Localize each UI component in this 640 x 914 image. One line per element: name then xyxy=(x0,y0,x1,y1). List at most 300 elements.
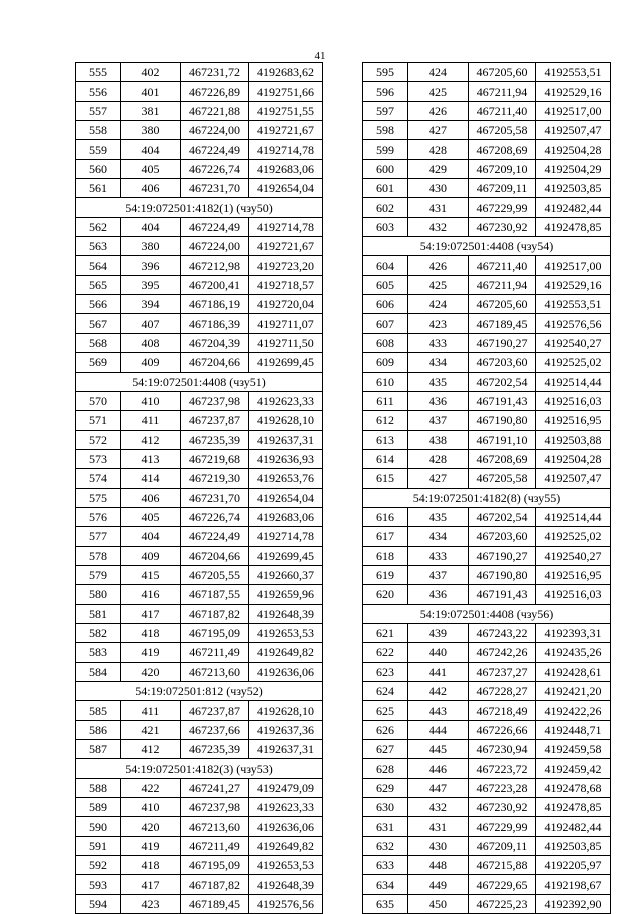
point-number: 634 xyxy=(363,875,408,894)
y-coordinate: 4192503,85 xyxy=(536,836,611,855)
point-number: 616 xyxy=(363,507,408,526)
x-coordinate: 467205,58 xyxy=(469,469,536,488)
parcel-id: 54:19:072501:4182(8) (чзу55) xyxy=(363,488,611,507)
table-row xyxy=(76,82,323,101)
point-id: 433 xyxy=(408,546,469,565)
point-number: 635 xyxy=(363,894,408,913)
point-number: 601 xyxy=(363,179,408,198)
parcel-header-row xyxy=(76,759,323,778)
y-coordinate: 4192659,96 xyxy=(249,585,323,604)
y-coordinate: 4192718,57 xyxy=(249,275,323,294)
x-coordinate: 467224,49 xyxy=(181,217,249,236)
point-number: 595 xyxy=(363,63,408,82)
parcel-id: 54:19:072501:812 (чзу52) xyxy=(76,682,323,701)
point-number: 562 xyxy=(76,217,121,236)
point-number: 573 xyxy=(76,449,121,468)
x-coordinate: 467200,41 xyxy=(181,275,249,294)
y-coordinate: 4192529,16 xyxy=(536,275,611,294)
point-id: 435 xyxy=(408,372,469,391)
y-coordinate: 4192660,37 xyxy=(249,565,323,584)
point-id: 444 xyxy=(408,720,469,739)
table-row xyxy=(76,507,323,526)
table-row xyxy=(363,682,611,701)
table-row xyxy=(363,82,611,101)
y-coordinate: 4192653,53 xyxy=(249,856,323,875)
point-id: 413 xyxy=(121,449,181,468)
table-row xyxy=(76,140,323,159)
point-number: 585 xyxy=(76,701,121,720)
point-id: 433 xyxy=(408,333,469,352)
table-row xyxy=(363,275,611,294)
x-coordinate: 467226,89 xyxy=(181,82,249,101)
coordinates-table-left xyxy=(75,62,323,914)
y-coordinate: 4192504,28 xyxy=(536,140,611,159)
point-number: 567 xyxy=(76,314,121,333)
point-id: 395 xyxy=(121,275,181,294)
point-number: 578 xyxy=(76,546,121,565)
point-id: 424 xyxy=(408,295,469,314)
y-coordinate: 4192654,04 xyxy=(249,488,323,507)
parcel-header-row xyxy=(363,604,611,623)
x-coordinate: 467204,66 xyxy=(181,353,249,372)
x-coordinate: 467223,72 xyxy=(469,759,536,778)
point-id: 407 xyxy=(121,314,181,333)
x-coordinate: 467229,65 xyxy=(469,875,536,894)
table-row xyxy=(76,875,323,894)
y-coordinate: 4192428,61 xyxy=(536,662,611,681)
point-id: 432 xyxy=(408,217,469,236)
x-coordinate: 467191,10 xyxy=(469,430,536,449)
point-id: 416 xyxy=(121,585,181,604)
point-id: 427 xyxy=(408,469,469,488)
point-id: 410 xyxy=(121,391,181,410)
x-coordinate: 467195,09 xyxy=(181,856,249,875)
point-id: 406 xyxy=(121,488,181,507)
table-row xyxy=(76,449,323,468)
x-coordinate: 467208,69 xyxy=(469,140,536,159)
table-row xyxy=(363,740,611,759)
point-id: 396 xyxy=(121,256,181,275)
point-id: 380 xyxy=(121,237,181,256)
point-id: 437 xyxy=(408,565,469,584)
y-coordinate: 4192721,67 xyxy=(249,121,323,140)
table-row xyxy=(76,798,323,817)
point-id: 419 xyxy=(121,836,181,855)
parcel-header-row xyxy=(363,488,611,507)
table-row xyxy=(76,604,323,623)
point-id: 394 xyxy=(121,295,181,314)
point-id: 426 xyxy=(408,256,469,275)
point-id: 415 xyxy=(121,565,181,584)
table-row xyxy=(363,894,611,913)
point-number: 627 xyxy=(363,740,408,759)
point-id: 417 xyxy=(121,875,181,894)
point-id: 424 xyxy=(408,63,469,82)
x-coordinate: 467213,60 xyxy=(181,817,249,836)
parcel-id: 54:19:072501:4408 (чзу56) xyxy=(363,604,611,623)
table-row xyxy=(363,121,611,140)
table-row xyxy=(76,430,323,449)
point-id: 412 xyxy=(121,740,181,759)
parcel-id: 54:19:072501:4408 (чзу51) xyxy=(76,372,323,391)
table-row xyxy=(76,720,323,739)
y-coordinate: 4192720,04 xyxy=(249,295,323,314)
x-coordinate: 467209,11 xyxy=(469,179,536,198)
point-number: 560 xyxy=(76,159,121,178)
y-coordinate: 4192637,31 xyxy=(249,740,323,759)
x-coordinate: 467224,49 xyxy=(181,527,249,546)
table-row xyxy=(76,817,323,836)
parcel-header-row xyxy=(76,372,323,391)
point-number: 572 xyxy=(76,430,121,449)
point-id: 402 xyxy=(121,63,181,82)
x-coordinate: 467209,11 xyxy=(469,836,536,855)
x-coordinate: 467187,82 xyxy=(181,875,249,894)
point-number: 631 xyxy=(363,817,408,836)
y-coordinate: 4192714,78 xyxy=(249,527,323,546)
point-id: 381 xyxy=(121,101,181,120)
table-row xyxy=(363,159,611,178)
x-coordinate: 467226,66 xyxy=(469,720,536,739)
point-number: 619 xyxy=(363,565,408,584)
y-coordinate: 4192683,06 xyxy=(249,159,323,178)
table-row xyxy=(76,217,323,236)
table-row xyxy=(76,778,323,797)
y-coordinate: 4192699,45 xyxy=(249,546,323,565)
point-number: 602 xyxy=(363,198,408,217)
point-id: 417 xyxy=(121,604,181,623)
y-coordinate: 4192648,39 xyxy=(249,875,323,894)
y-coordinate: 4192699,45 xyxy=(249,353,323,372)
x-coordinate: 467230,92 xyxy=(469,217,536,236)
y-coordinate: 4192525,02 xyxy=(536,353,611,372)
x-coordinate: 467235,39 xyxy=(181,740,249,759)
point-id: 425 xyxy=(408,82,469,101)
y-coordinate: 4192503,85 xyxy=(536,179,611,198)
table-row xyxy=(363,295,611,314)
point-id: 408 xyxy=(121,333,181,352)
table-row xyxy=(76,295,323,314)
y-coordinate: 4192479,09 xyxy=(249,778,323,797)
point-number: 614 xyxy=(363,449,408,468)
y-coordinate: 4192683,62 xyxy=(249,63,323,82)
y-coordinate: 4192723,20 xyxy=(249,256,323,275)
table-row xyxy=(363,507,611,526)
table-row xyxy=(363,333,611,352)
point-id: 411 xyxy=(121,701,181,720)
point-id: 418 xyxy=(121,623,181,642)
point-number: 617 xyxy=(363,527,408,546)
point-number: 629 xyxy=(363,778,408,797)
x-coordinate: 467224,00 xyxy=(181,121,249,140)
y-coordinate: 4192516,95 xyxy=(536,411,611,430)
point-id: 445 xyxy=(408,740,469,759)
table-row xyxy=(76,314,323,333)
point-number: 613 xyxy=(363,430,408,449)
parcel-header-row xyxy=(76,198,323,217)
table-row xyxy=(363,662,611,681)
point-number: 607 xyxy=(363,314,408,333)
point-number: 587 xyxy=(76,740,121,759)
table-row xyxy=(363,546,611,565)
x-coordinate: 467241,27 xyxy=(181,778,249,797)
y-coordinate: 4192636,06 xyxy=(249,662,323,681)
point-number: 564 xyxy=(76,256,121,275)
y-coordinate: 4192482,44 xyxy=(536,198,611,217)
table-row xyxy=(76,333,323,352)
point-id: 405 xyxy=(121,507,181,526)
table-row xyxy=(76,256,323,275)
point-number: 571 xyxy=(76,411,121,430)
y-coordinate: 4192637,31 xyxy=(249,430,323,449)
point-number: 600 xyxy=(363,159,408,178)
parcel-header-row xyxy=(76,682,323,701)
y-coordinate: 4192459,58 xyxy=(536,740,611,759)
y-coordinate: 4192529,16 xyxy=(536,82,611,101)
x-coordinate: 467226,74 xyxy=(181,507,249,526)
y-coordinate: 4192553,51 xyxy=(536,63,611,82)
point-number: 593 xyxy=(76,875,121,894)
table-row xyxy=(363,101,611,120)
table-row xyxy=(363,353,611,372)
point-number: 606 xyxy=(363,295,408,314)
table-row xyxy=(76,101,323,120)
x-coordinate: 467203,60 xyxy=(469,353,536,372)
table-row xyxy=(76,894,323,913)
table-row xyxy=(363,449,611,468)
x-coordinate: 467203,60 xyxy=(469,527,536,546)
point-number: 561 xyxy=(76,179,121,198)
x-coordinate: 467237,87 xyxy=(181,701,249,720)
table-row xyxy=(363,314,611,333)
x-coordinate: 467228,27 xyxy=(469,682,536,701)
x-coordinate: 467218,49 xyxy=(469,701,536,720)
y-coordinate: 4192623,33 xyxy=(249,391,323,410)
y-coordinate: 4192514,44 xyxy=(536,372,611,391)
point-number: 626 xyxy=(363,720,408,739)
y-coordinate: 4192517,00 xyxy=(536,256,611,275)
point-number: 594 xyxy=(76,894,121,913)
y-coordinate: 4192628,10 xyxy=(249,701,323,720)
x-coordinate: 467212,98 xyxy=(181,256,249,275)
point-id: 438 xyxy=(408,430,469,449)
y-coordinate: 4192711,50 xyxy=(249,333,323,352)
point-number: 586 xyxy=(76,720,121,739)
point-id: 421 xyxy=(121,720,181,739)
y-coordinate: 4192636,06 xyxy=(249,817,323,836)
x-coordinate: 467229,99 xyxy=(469,817,536,836)
x-coordinate: 467219,30 xyxy=(181,469,249,488)
point-number: 598 xyxy=(363,121,408,140)
table-row xyxy=(363,430,611,449)
point-number: 630 xyxy=(363,798,408,817)
y-coordinate: 4192459,42 xyxy=(536,759,611,778)
x-coordinate: 467223,28 xyxy=(469,778,536,797)
x-coordinate: 467205,60 xyxy=(469,295,536,314)
x-coordinate: 467213,60 xyxy=(181,662,249,681)
table-row xyxy=(76,237,323,256)
table-row xyxy=(363,469,611,488)
y-coordinate: 4192649,82 xyxy=(249,643,323,662)
point-id: 423 xyxy=(408,314,469,333)
point-number: 580 xyxy=(76,585,121,604)
point-number: 596 xyxy=(363,82,408,101)
x-coordinate: 467204,39 xyxy=(181,333,249,352)
x-coordinate: 467224,49 xyxy=(181,140,249,159)
point-id: 412 xyxy=(121,430,181,449)
table-row xyxy=(76,701,323,720)
point-id: 404 xyxy=(121,217,181,236)
point-number: 592 xyxy=(76,856,121,875)
point-number: 604 xyxy=(363,256,408,275)
point-number: 612 xyxy=(363,411,408,430)
table-row xyxy=(363,798,611,817)
table-row xyxy=(363,179,611,198)
x-coordinate: 467189,45 xyxy=(181,894,249,913)
point-number: 609 xyxy=(363,353,408,372)
parcel-id: 54:19:072501:4408 (чзу54) xyxy=(363,237,611,256)
parcel-id: 54:19:072501:4182(1) (чзу50) xyxy=(76,198,323,217)
coordinates-table-right xyxy=(362,62,611,914)
point-id: 435 xyxy=(408,507,469,526)
point-number: 575 xyxy=(76,488,121,507)
x-coordinate: 467231,70 xyxy=(181,179,249,198)
table-row xyxy=(363,565,611,584)
point-number: 618 xyxy=(363,546,408,565)
point-number: 590 xyxy=(76,817,121,836)
point-number: 622 xyxy=(363,643,408,662)
y-coordinate: 4192503,88 xyxy=(536,430,611,449)
table-row xyxy=(363,701,611,720)
table-row xyxy=(363,643,611,662)
point-id: 449 xyxy=(408,875,469,894)
point-id: 404 xyxy=(121,140,181,159)
table-row xyxy=(363,778,611,797)
point-id: 427 xyxy=(408,121,469,140)
point-number: 608 xyxy=(363,333,408,352)
point-id: 425 xyxy=(408,275,469,294)
y-coordinate: 4192516,03 xyxy=(536,391,611,410)
table-row xyxy=(76,836,323,855)
point-number: 620 xyxy=(363,585,408,604)
x-coordinate: 467235,39 xyxy=(181,430,249,449)
y-coordinate: 4192392,90 xyxy=(536,894,611,913)
y-coordinate: 4192653,53 xyxy=(249,623,323,642)
table-row xyxy=(363,817,611,836)
y-coordinate: 4192478,85 xyxy=(536,798,611,817)
point-number: 591 xyxy=(76,836,121,855)
table-row xyxy=(76,527,323,546)
point-id: 441 xyxy=(408,662,469,681)
table-row xyxy=(76,121,323,140)
y-coordinate: 4192751,55 xyxy=(249,101,323,120)
point-number: 611 xyxy=(363,391,408,410)
parcel-id: 54:19:072501:4182(3) (чзу53) xyxy=(76,759,323,778)
page-number: 41 xyxy=(314,50,326,62)
x-coordinate: 467225,23 xyxy=(469,894,536,913)
point-id: 447 xyxy=(408,778,469,797)
table-row xyxy=(76,411,323,430)
table-row xyxy=(363,856,611,875)
point-id: 434 xyxy=(408,353,469,372)
y-coordinate: 4192714,78 xyxy=(249,217,323,236)
x-coordinate: 467237,87 xyxy=(181,411,249,430)
x-coordinate: 467204,66 xyxy=(181,546,249,565)
x-coordinate: 467195,09 xyxy=(181,623,249,642)
point-number: 556 xyxy=(76,82,121,101)
point-number: 603 xyxy=(363,217,408,236)
table-row xyxy=(363,585,611,604)
table-row xyxy=(76,662,323,681)
y-coordinate: 4192516,95 xyxy=(536,565,611,584)
point-id: 380 xyxy=(121,121,181,140)
point-id: 450 xyxy=(408,894,469,913)
point-number: 623 xyxy=(363,662,408,681)
point-id: 430 xyxy=(408,836,469,855)
x-coordinate: 467190,80 xyxy=(469,565,536,584)
y-coordinate: 4192507,47 xyxy=(536,121,611,140)
y-coordinate: 4192648,39 xyxy=(249,604,323,623)
table-row xyxy=(363,759,611,778)
point-id: 405 xyxy=(121,159,181,178)
table-row xyxy=(363,391,611,410)
table-row xyxy=(76,179,323,198)
x-coordinate: 467211,94 xyxy=(469,275,536,294)
y-coordinate: 4192435,26 xyxy=(536,643,611,662)
table-row xyxy=(363,875,611,894)
table-row xyxy=(76,63,323,82)
y-coordinate: 4192540,27 xyxy=(536,546,611,565)
table-row xyxy=(76,469,323,488)
point-number: 588 xyxy=(76,778,121,797)
y-coordinate: 4192507,47 xyxy=(536,469,611,488)
point-number: 570 xyxy=(76,391,121,410)
x-coordinate: 467231,70 xyxy=(181,488,249,507)
x-coordinate: 467191,43 xyxy=(469,585,536,604)
table-row xyxy=(363,527,611,546)
x-coordinate: 467202,54 xyxy=(469,507,536,526)
table-row xyxy=(363,411,611,430)
x-coordinate: 467224,00 xyxy=(181,237,249,256)
y-coordinate: 4192636,93 xyxy=(249,449,323,468)
x-coordinate: 467237,98 xyxy=(181,391,249,410)
y-coordinate: 4192525,02 xyxy=(536,527,611,546)
point-number: 628 xyxy=(363,759,408,778)
y-coordinate: 4192683,06 xyxy=(249,507,323,526)
table-row xyxy=(76,643,323,662)
y-coordinate: 4192516,03 xyxy=(536,585,611,604)
x-coordinate: 467191,43 xyxy=(469,391,536,410)
table-row xyxy=(363,217,611,236)
x-coordinate: 467243,22 xyxy=(469,623,536,642)
point-number: 577 xyxy=(76,527,121,546)
table-row xyxy=(76,856,323,875)
x-coordinate: 467231,72 xyxy=(181,63,249,82)
x-coordinate: 467209,10 xyxy=(469,159,536,178)
x-coordinate: 467219,68 xyxy=(181,449,249,468)
table-row xyxy=(363,372,611,391)
y-coordinate: 4192517,00 xyxy=(536,101,611,120)
y-coordinate: 4192576,56 xyxy=(536,314,611,333)
point-id: 420 xyxy=(121,817,181,836)
x-coordinate: 467205,55 xyxy=(181,565,249,584)
point-number: 579 xyxy=(76,565,121,584)
point-id: 437 xyxy=(408,411,469,430)
point-number: 632 xyxy=(363,836,408,855)
coordinates-table-body xyxy=(76,63,323,914)
x-coordinate: 467211,40 xyxy=(469,101,536,120)
y-coordinate: 4192540,27 xyxy=(536,333,611,352)
